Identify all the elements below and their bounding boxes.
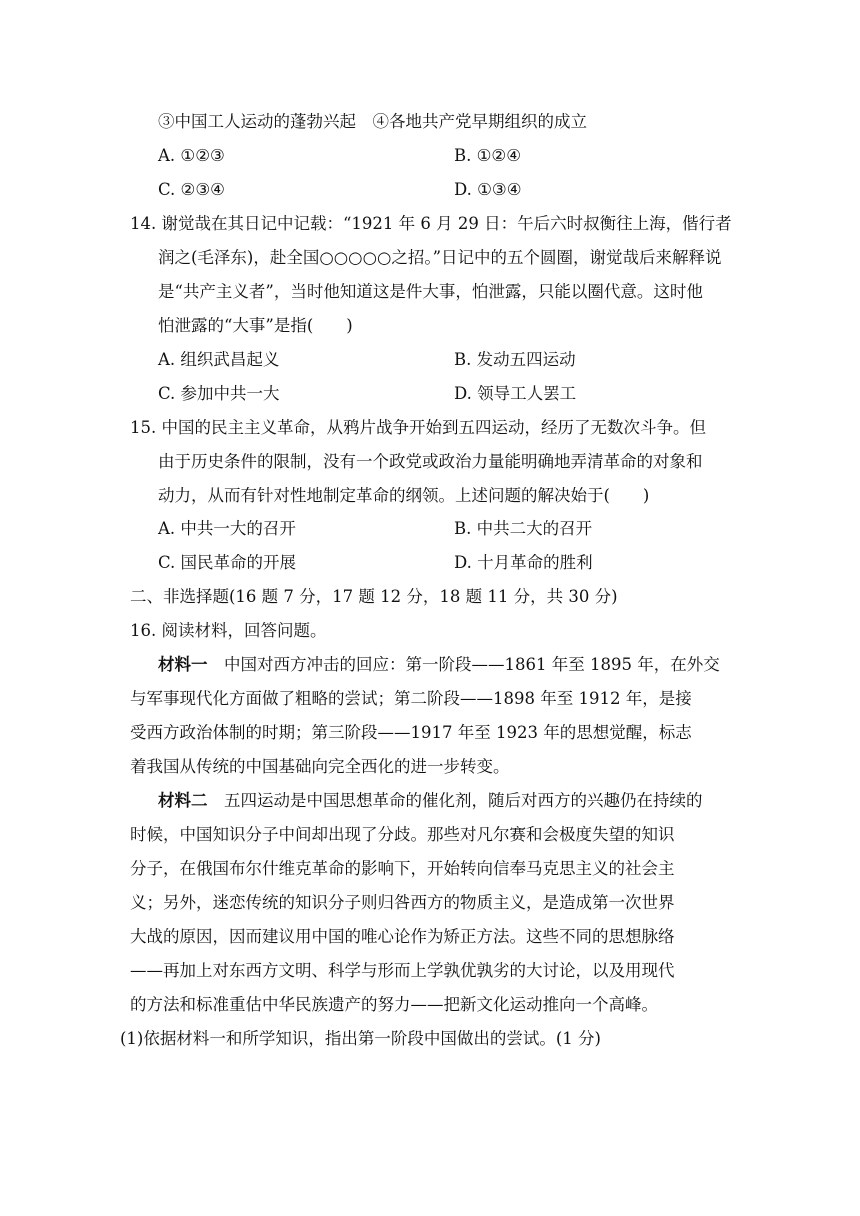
q14-option-a: A. 组织武昌起义 (158, 350, 280, 369)
q13-option-b: B. ①②④ (454, 146, 521, 165)
q14-stem-line: 怕泄露的“大事”是指( ) (158, 316, 353, 335)
q14-stem-line: 润之(毛泽东)，赴全国○○○○○之招。”日记中的五个圆圈，谢觉哉后来解释说 (158, 248, 722, 267)
q15-option-b: B. 中共二大的召开 (454, 519, 593, 538)
material2-line: 分子，在俄国布尔什维克革命的影响下，开始转向信奉马克思主义的社会主 (130, 859, 675, 878)
q14-option-c: C. 参加中共一大 (158, 384, 280, 403)
material1-line: 着我国从传统的中国基础向完全西化的进一步转变。 (130, 757, 510, 776)
q13-item-line: ③中国工人运动的蓬勃兴起 ④各地共产党早期组织的成立 (158, 112, 587, 131)
q14-option-d: D. 领导工人罢工 (454, 384, 577, 403)
q13-option-a: A. ①②③ (158, 146, 225, 165)
material2-line: 义；另外，迷恋传统的知识分子则归咎西方的物质主义，是造成第一次世界 (130, 893, 675, 912)
material1-text: 中国对西方冲击的回应：第一阶段——1861 年至 1895 年，在外交 (207, 655, 720, 674)
material1-first-line (158, 654, 720, 676)
material2-line: 的方法和标准重估中华民族遗产的努力——把新文化运动推向一个高峰。 (130, 995, 658, 1014)
material1-line: 受西方政治体制的时期；第三阶段——1917 年至 1923 年的思想觉醒，标志 (130, 723, 692, 742)
section-heading: 二、非选择题(16 题 7 分，17 题 12 分，18 题 11 分，共 30 分) (130, 587, 618, 606)
material2-label: 材料二 (158, 791, 208, 810)
q14-stem-line: 是“共产主义者”，当时他知道这是件大事，怕泄露，只能以圈代意。这时他 (158, 282, 703, 301)
q15-option-d: D. 十月革命的胜利 (454, 553, 593, 572)
material1-line: 与军事现代化方面做了粗略的尝试；第二阶段——1898 年至 1912 年，是接 (130, 689, 692, 708)
material2-line: 大战的原因，因而建议用中国的唯心论作为矫正方法。这些不同的思想脉络 (130, 927, 675, 946)
material2-line: 时候，中国知识分子中间却出现了分歧。那些对凡尔赛和会极度失望的知识 (130, 825, 675, 844)
material2-line: ——再加上对东西方文明、科学与形而上学孰优孰劣的大讨论，以及用现代 (130, 961, 675, 980)
q16-subquestion-1: (1)依据材料一和所学知识，指出第一阶段中国做出的尝试。(1 分) (120, 1029, 601, 1048)
q14-stem-line: 14. 谢觉哉在其日记中记载：“1921 年 6 月 29 日：午后六时叔衡往上海，偕行者 (130, 214, 732, 233)
q15-option-c: C. 国民革命的开展 (158, 553, 297, 572)
material2-text: 五四运动是中国思想革命的催化剂，随后对西方的兴趣仍在持续的 (207, 791, 703, 810)
q15-stem-line: 15. 中国的民主主义革命，从鸦片战争开始到五四运动，经历了无数次斗争。但 (130, 418, 706, 437)
material1-label: 材料一 (158, 655, 208, 674)
material2-first-line (158, 790, 703, 812)
q16-prompt: 16. 阅读材料，回答问题。 (130, 621, 327, 640)
q15-option-a: A. 中共一大的召开 (158, 519, 296, 538)
q13-option-d: D. ①③④ (454, 180, 522, 199)
q15-stem-line: 动力，从而有针对性地制定革命的纲领。上述问题的解决始于( ) (158, 486, 650, 505)
q14-option-b: B. 发动五四运动 (454, 350, 576, 369)
q15-stem-line: 由于历史条件的限制，没有一个政党或政治力量能明确地弄清革命的对象和 (158, 452, 703, 471)
q13-option-c: C. ②③④ (158, 180, 225, 199)
